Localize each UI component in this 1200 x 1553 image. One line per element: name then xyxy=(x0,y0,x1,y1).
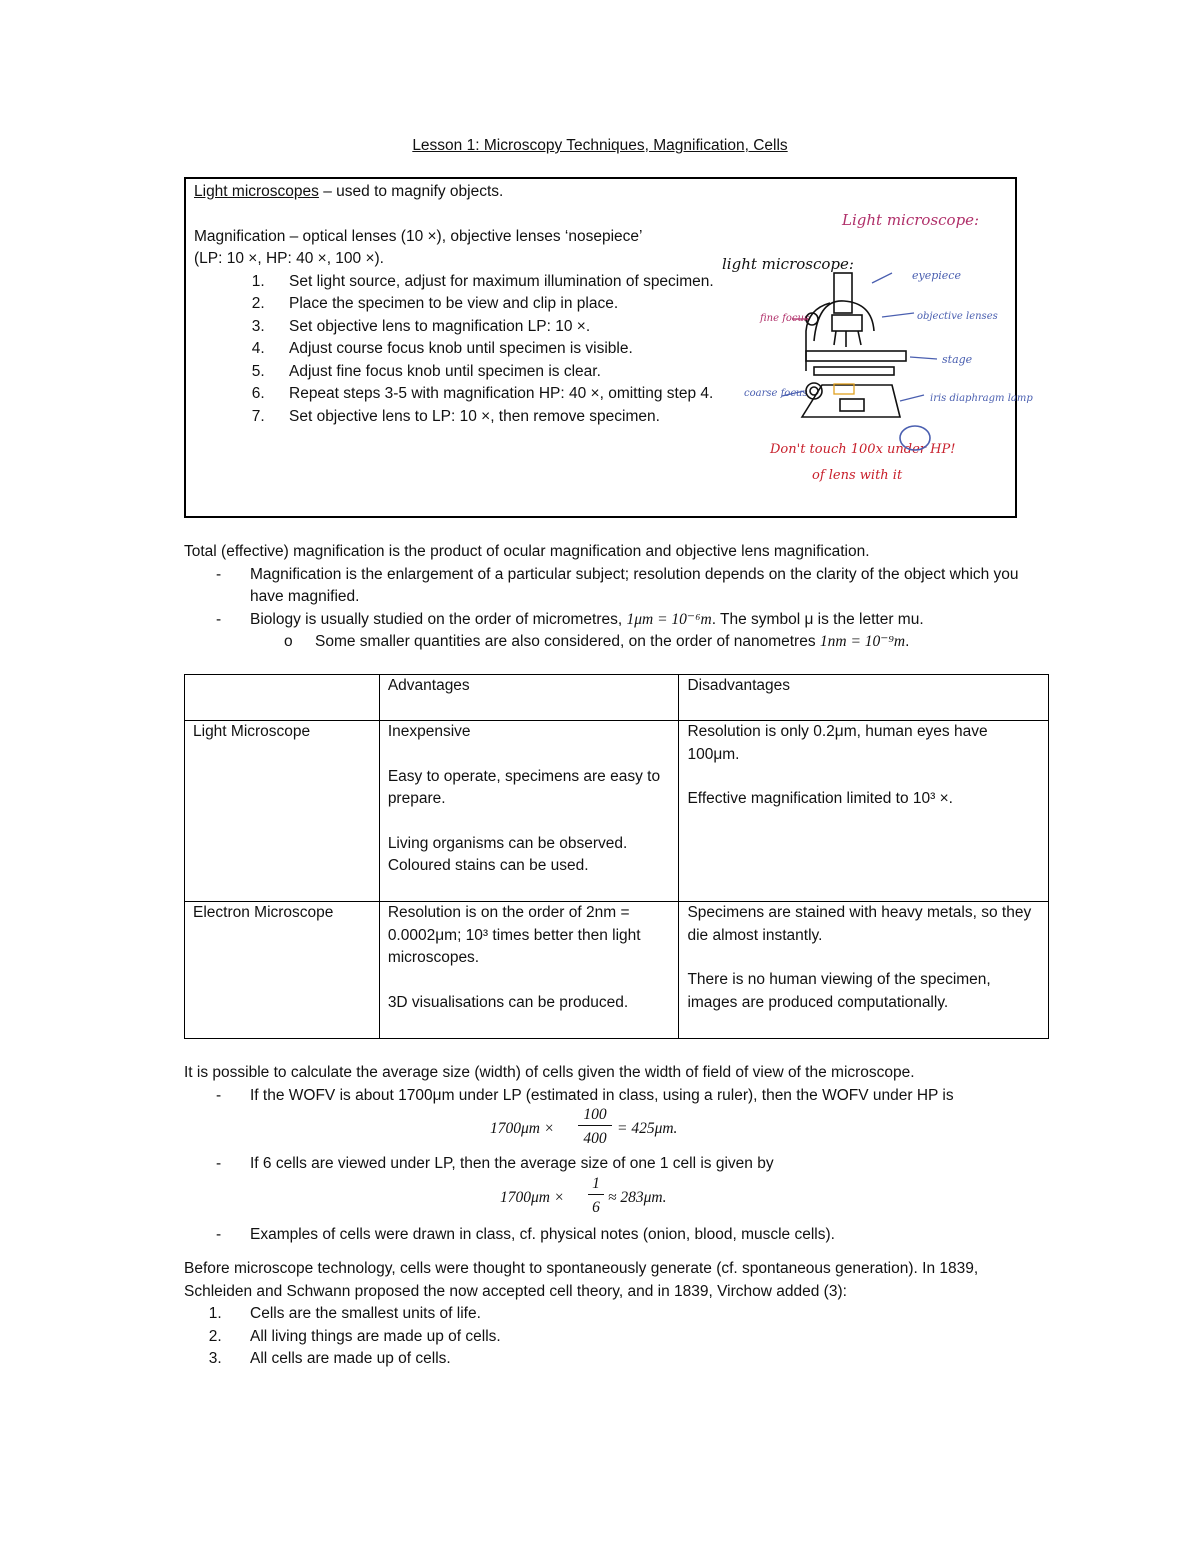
microscope-drawing xyxy=(802,273,906,417)
light-dis-1: Resolution is only 0.2μm, human eyes have 100μm. xyxy=(687,723,988,763)
magnification-line-2: (LP: 10 ×, HP: 40 ×, 100 ×). xyxy=(194,250,384,267)
sketch-label-eyepiece: eyepiece xyxy=(912,269,961,282)
table-row xyxy=(185,721,1049,902)
procedure-step: 3. Set objective lens to magnification LP: 10 ×. xyxy=(269,316,714,339)
light-adv-1: Inexpensive xyxy=(387,723,471,740)
calc-bullet-3: - Examples of cells were drawn in class, cf. physical notes (onion, blood, muscle cells). xyxy=(184,1224,1044,1247)
sketch-label-objective: objective lenses xyxy=(917,311,998,322)
subbullet-pre: Some smaller quantities are also considered, on the order of nanometres xyxy=(315,633,820,650)
light-adv-3: Living organisms can be observed. Coloured stains can be used. xyxy=(387,834,628,874)
sketch-label-iris: iris diaphragm lamp xyxy=(930,393,1033,404)
list-item: 1. Cells are the smallest units of life. xyxy=(226,1303,1044,1326)
light-adv-2: Easy to operate, specimens are easy to prepare. xyxy=(387,767,661,807)
electron-advantages xyxy=(379,902,679,1039)
table-header-row xyxy=(185,675,1049,721)
equation-2 xyxy=(184,1176,1044,1220)
table-header-advantages: Advantages xyxy=(379,675,679,721)
sketch-title-black: light microscope: xyxy=(722,255,854,273)
eq1-right: = 425μm. xyxy=(617,1120,678,1137)
total-bullet-2 xyxy=(184,609,1044,632)
table-row xyxy=(185,902,1049,1039)
procedure-step: 4. Adjust course focus knob until specimen is visible. xyxy=(269,338,714,361)
electron-dis-2: There is no human viewing of the specimen, images are produced computationally. xyxy=(687,971,991,1011)
subbullet-math: 1nm = 10⁻⁹m xyxy=(819,633,906,650)
list-item: 2. All living things are made up of cells. xyxy=(226,1326,1044,1349)
electron-disadvantages xyxy=(679,902,1049,1039)
calc-bullet-2: - If 6 cells are viewed under LP, then the average size of one 1 cell is given by xyxy=(184,1153,1044,1176)
light-disadvantages xyxy=(679,721,1049,902)
box-heading-rest: – used to magnify objects. xyxy=(318,183,504,200)
eq1-denominator: 400 xyxy=(583,1130,607,1147)
procedure-step: 1. Set light source, adjust for maximum illumination of specimen. xyxy=(269,271,714,294)
light-advantages xyxy=(379,721,679,902)
calc-bullet-1: - If the WOFV is about 1700μm under LP (estimated in class, using a ruler), then the WOFV under HP is xyxy=(184,1085,1044,1108)
sketch-title-blue: Light microscope: xyxy=(842,211,980,229)
procedure-step: 6. Repeat steps 3-5 with magnification HP: 40 ×, omitting step 4. xyxy=(269,383,714,406)
total-bullet-1: - Magnification is the enlargement of a particular subject; resolution depends on the clarity of the object which you have magnified. xyxy=(184,564,1044,609)
box-heading xyxy=(194,181,714,204)
comparison-table xyxy=(184,674,1049,1039)
sketch-label-fine: fine focus xyxy=(760,313,810,324)
electron-adv-2: 3D visualisations can be produced. xyxy=(387,993,629,1011)
electron-adv-1: Resolution is on the order of 2nm = 0.0002μm; 10³ times better then light microscopes. xyxy=(387,904,641,966)
eq2-left: 1700μm × xyxy=(500,1188,565,1206)
list-item: 3. All cells are made up of cells. xyxy=(226,1348,1044,1371)
microscope-sketch xyxy=(722,191,1033,491)
eq2-denominator: 6 xyxy=(592,1198,600,1216)
box-heading-term: Light microscopes xyxy=(194,183,319,200)
sketch-warning-2: of lens with it xyxy=(812,468,903,483)
total-intro: Total (effective) magnification is the product of ocular magnification and objective lens magnification. xyxy=(184,543,870,560)
equation-1 xyxy=(184,1107,1044,1149)
procedure-step: 5. Adjust fine focus knob until specimen is clear. xyxy=(269,361,714,384)
total-subbullet xyxy=(184,631,1044,654)
eq1-left: 1700μm × xyxy=(490,1120,555,1137)
sketch-label-coarse: coarse focus xyxy=(744,388,808,399)
page-title: Lesson 1: Microscopy Techniques, Magnification, Cells xyxy=(412,137,788,154)
calculation-section xyxy=(184,1062,1044,1246)
subbullet-post: . xyxy=(905,633,910,650)
light-microscope-box xyxy=(184,177,1033,518)
procedure-step: 7. Set objective lens to LP: 10 ×, then remove specimen. xyxy=(269,406,714,429)
eq2-numerator: 1 xyxy=(588,1174,604,1195)
eq2-right: ≈ 283μm. xyxy=(608,1188,667,1206)
calc-intro: It is possible to calculate the average size (width) of cells given the width of field of view of the microscope. xyxy=(184,1064,915,1081)
table-corner-cell xyxy=(185,675,380,721)
procedure-steps xyxy=(194,271,714,429)
theory-intro: Before microscope technology, cells were thought to spontaneously generate (cf. spontaneous generation). In 1839, Schleiden and Schwann proposed the now accepted cell theory, and in 1839, Virchow added (3): xyxy=(184,1260,979,1300)
total-magnification-section xyxy=(184,541,1044,654)
cell-theory-list xyxy=(184,1303,1044,1371)
sketch-label-stage: stage xyxy=(942,353,973,366)
magnification-line-1: Magnification – optical lenses (10 ×), objective lenses ‘nosepiece’ xyxy=(194,227,643,245)
bullet-2-math: 1μm = 10⁻⁶m xyxy=(626,610,712,628)
cell-theory-section xyxy=(184,1258,1044,1371)
light-dis-2: Effective magnification limited to 10³ ×. xyxy=(687,790,953,807)
bullet-2-pre: Biology is usually studied on the order of micrometres, xyxy=(250,610,627,628)
row-label-light: Light Microscope xyxy=(185,721,380,902)
electron-dis-1: Specimens are stained with heavy metals, so they die almost instantly. xyxy=(687,904,1032,944)
bullet-2-post: . The symbol μ is the letter mu. xyxy=(711,610,924,628)
sketch-warning-1: Don't touch 100x under HP! xyxy=(770,442,956,457)
eq1-numerator: 100 xyxy=(578,1105,612,1126)
procedure-step: 2. Place the specimen to be view and clip in place. xyxy=(269,293,714,316)
row-label-electron: Electron Microscope xyxy=(185,902,380,1039)
table-header-disadvantages: Disadvantages xyxy=(679,675,1049,721)
box-text xyxy=(194,181,714,428)
